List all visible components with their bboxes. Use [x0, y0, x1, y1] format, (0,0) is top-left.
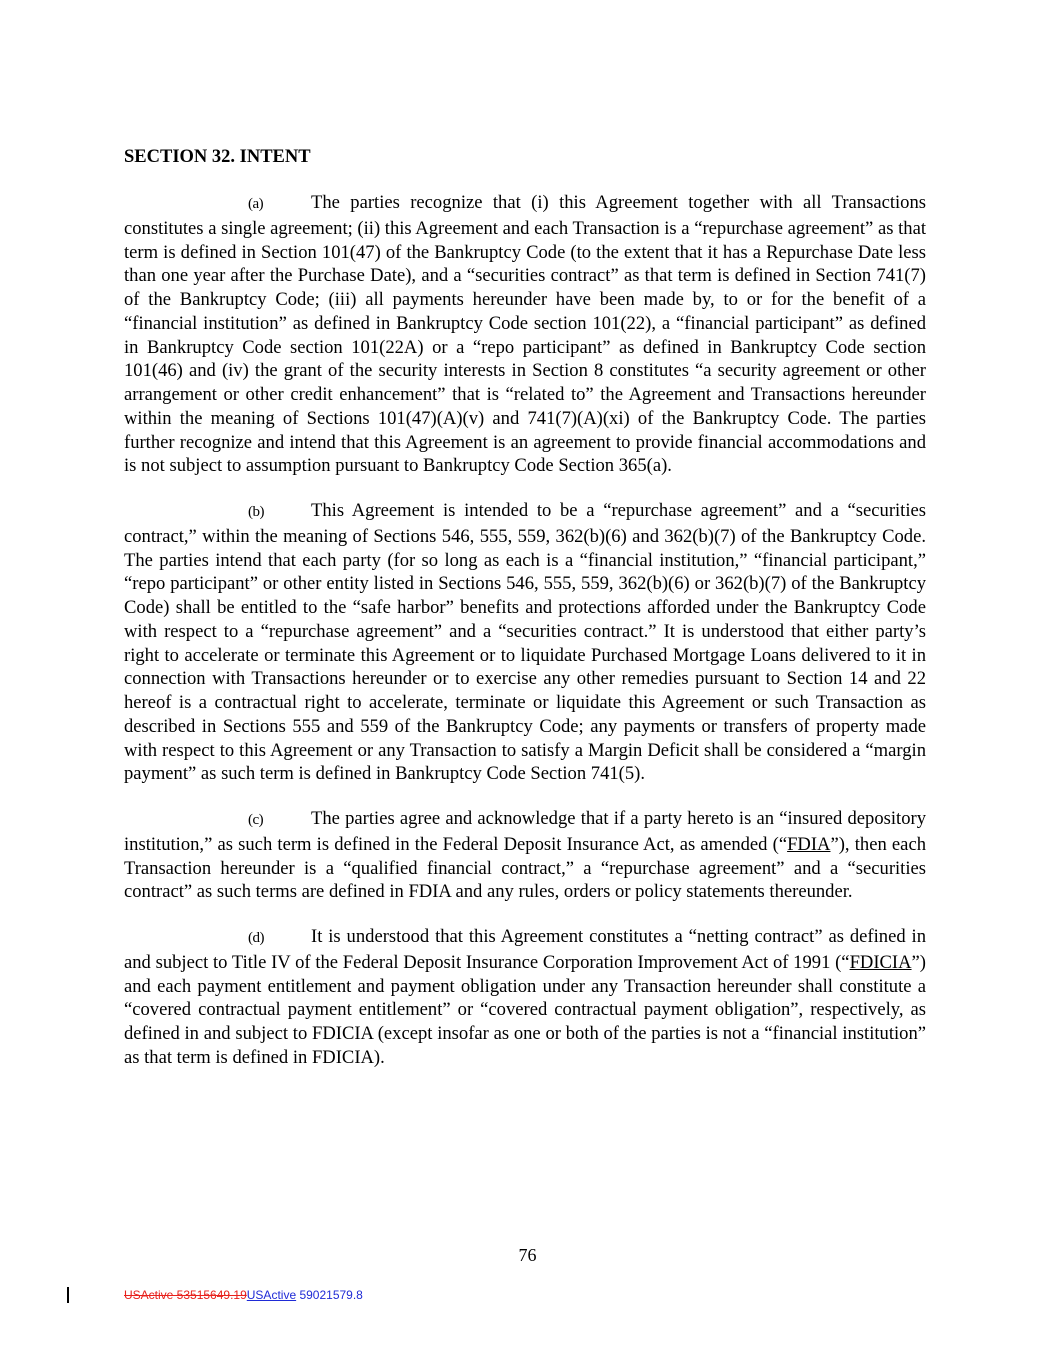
paragraph-a-text: The parties recognize that (i) this Agreement together with all Transactions constitutes a single agreement; (ii) this Agreement and each Transaction is a “repurchase agreement” as that term is defined in Section 101(47) of the Bankruptcy Code (to the extent that it has a Repurchase Date less than one year after the Purchase Date), and a “securities contract” as that term is defined in Section 741(7) of the Bankruptcy Code; (iii) all payments hereunder have been made by, to or for the benefit of a “financial institution” as defined in Bankruptcy Code section 101(22), a “financial participant” as defined in Bankruptcy Code section 101(22A) or a “repo participant” as defined in Bankruptcy Code section 101(46) and (iv) the grant of the security interests in Section 8 constitutes “a security agreement or other arrangement or other credit enhancement” that is “related to” the Agreement and Transactions hereunder within the meaning of Sections 101(47)(A)(v) and 741(7)(A)(xi) of the Bankruptcy Code. The parties further recognize and intend that this Agreement is an agreement to provide financial accommodations and is not subject to assumption pursuant to Bankruptcy Code Section 365(a). — [124, 192, 926, 477]
paragraph-b-text: This Agreement is intended to be a “repurchase agreement” and a “securities contract,” within the meaning of Sections 546, 555, 559, 362(b)(6) and 362(b)(7) of the Bankruptcy Code. The parties intend that each party (for so long as each is a “financial institution,” “financial participant,” “repo participant” or other entity listed in Sections 546, 555, 559, 362(b)(6) or 362(b)(7) of the Bankruptcy Code) shall be entitled to the “safe harbor” benefits and protections afforded under the Bankruptcy Code with respect to a “repurchase agreement” and a “securities contract.” It is understood that either party’s right to accelerate or terminate this Agreement or to liquidate Purchased Mortgage Loans delivered to it in connection with Transactions hereunder or to exercise any other remedies pursuant to Section 14 and 22 hereof is a contractual right to accelerate, terminate or liquidate this Agreement or such Transaction as described in Sections 555 and 559 of the Bankruptcy Code; any payments or transfers of property made with respect to this Agreement or any Transaction to satisfy a Margin Deficit shall be considered a “margin payment” as such term is defined in Bankruptcy Code Section 741(5). — [124, 500, 926, 785]
paragraph-d-text-before: It is understood that this Agreement constitutes a “netting contract” as defined in and subject to Title IV of the Federal Deposit Insurance Corporation Improvement Act of 1991 (“ — [124, 926, 926, 973]
page-number: 76 — [518, 1245, 537, 1265]
paragraph-marker-a: (a) — [248, 196, 264, 212]
defined-term-fdia: FDIA — [787, 833, 831, 855]
paragraph-marker-d: (d) — [248, 930, 264, 946]
paragraph-marker-b: (b) — [248, 504, 264, 520]
paragraph-c-text-before: The parties agree and acknowledge that if a party hereto is an “insured depository institution,” as such term is defined in the Federal Deposit Insurance Act, as amended (“ — [124, 808, 926, 855]
paragraph-b — [124, 499, 926, 786]
deleted-document-id: USActive 53515649.19 — [124, 1288, 247, 1302]
paragraph-d-text-after: ”) and each payment entitlement and payment obligation under any Transaction hereunder shall constitute a “covered contractual payment entitlement” or “covered contractual payment obligation”, respectively, as defined in and subject to FDICIA (except insofar as one or both of the parties is not a “financial institution” as that term is defined in FDICIA). — [124, 951, 926, 1068]
document-page — [124, 145, 926, 1091]
revision-change-bar — [67, 1287, 69, 1303]
paragraph-marker-c: (c) — [248, 812, 264, 828]
defined-term-fdicia: FDICIA — [849, 951, 912, 973]
paragraph-c — [124, 807, 926, 904]
inserted-document-id-number: 59021579.8 — [296, 1288, 363, 1302]
section-heading: SECTION 32. INTENT — [124, 147, 311, 167]
paragraph-a — [124, 191, 926, 478]
paragraph-c-text-after: ”), then each Transaction hereunder is a “qualified financial contract,” a “repurchase agreement” and a “securities contract” as such terms are defined in FDIA and any rules, orders or policy statements thereunder. — [124, 833, 926, 903]
document-id-footer — [124, 1288, 363, 1302]
inserted-document-id-prefix: USActive — [246, 1288, 297, 1302]
paragraph-d — [124, 925, 926, 1070]
